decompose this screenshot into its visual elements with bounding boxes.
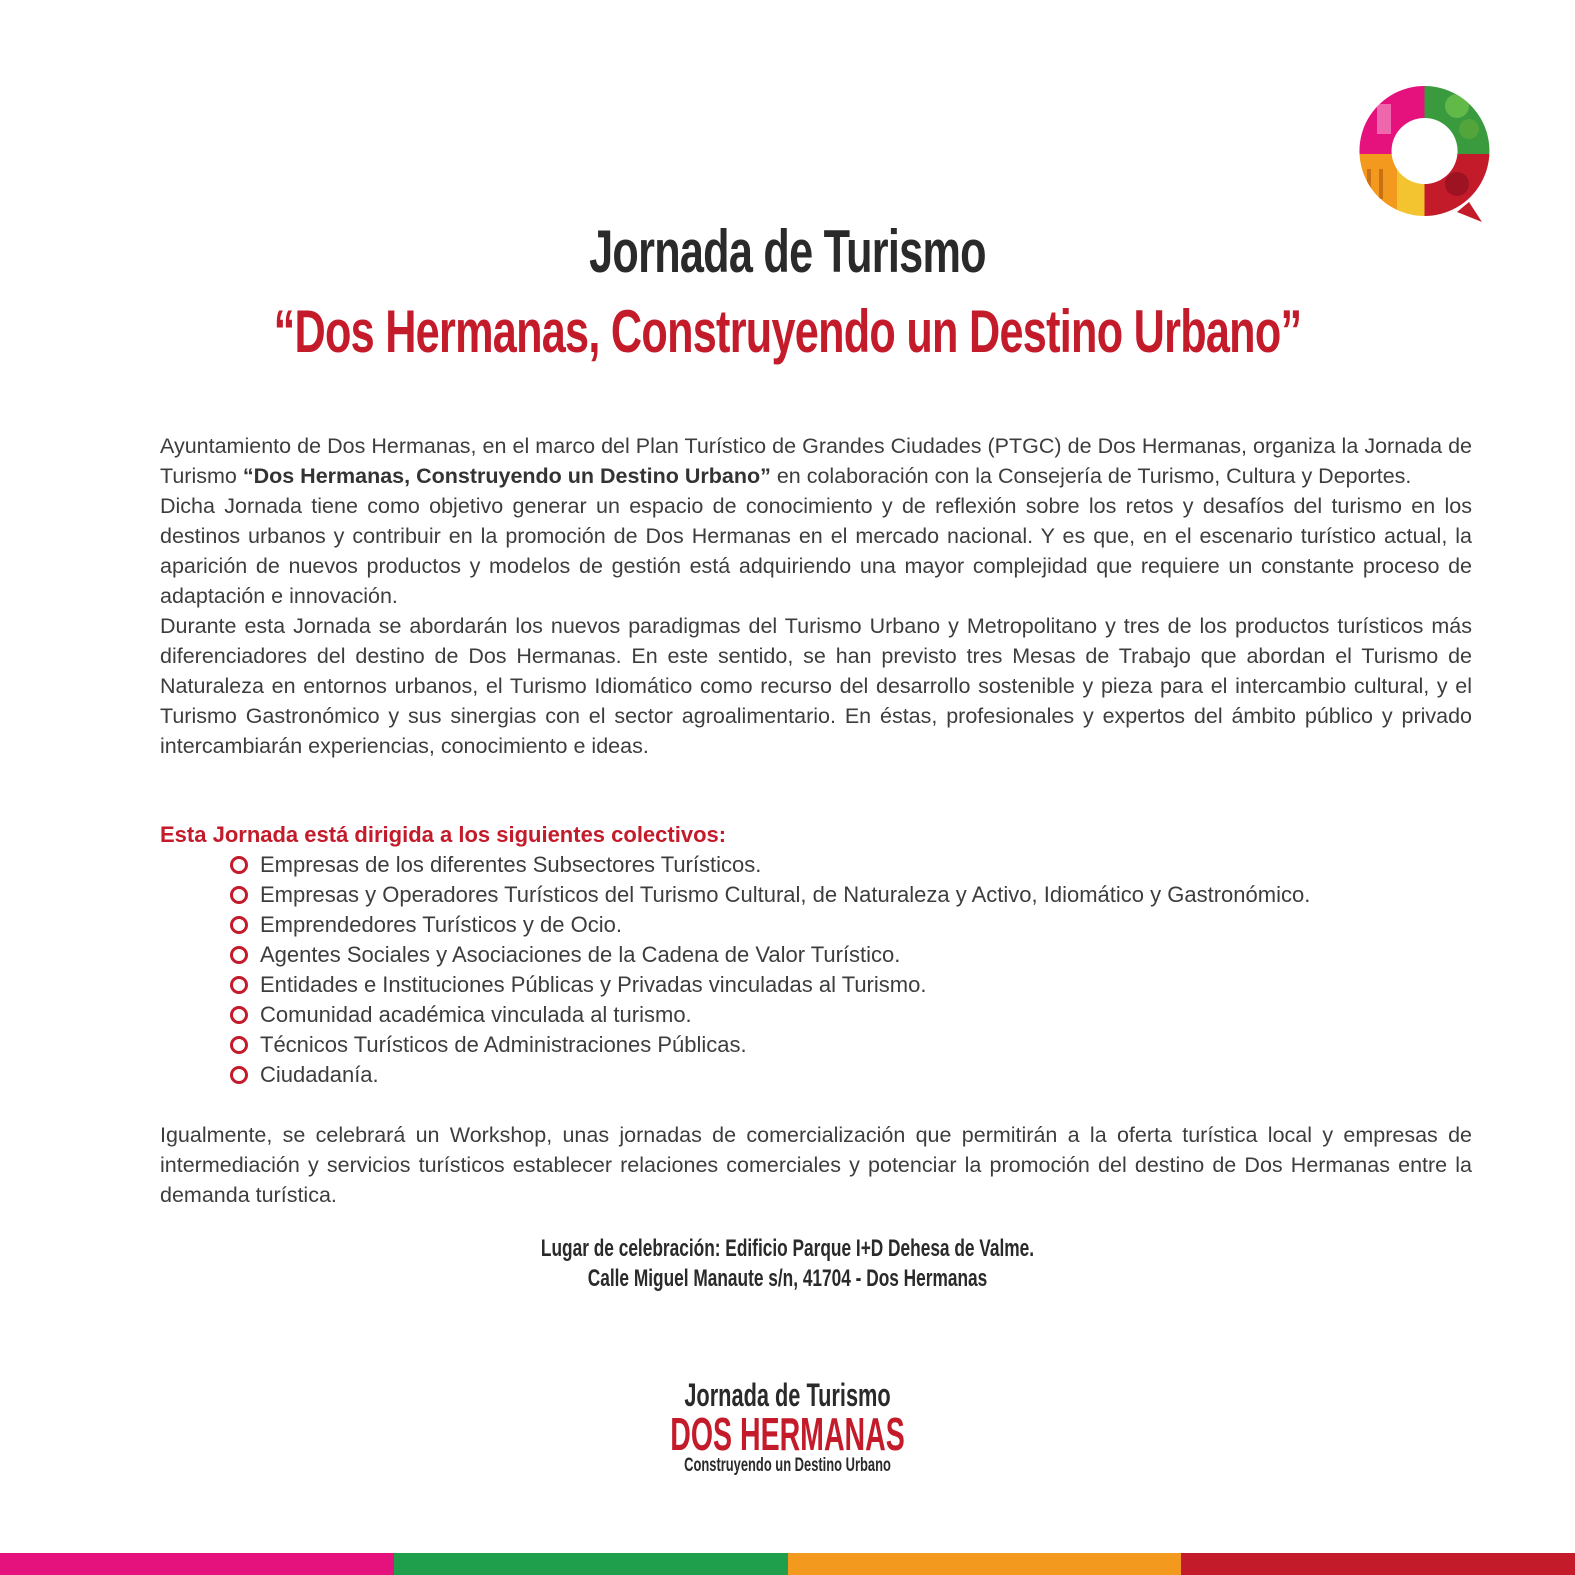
bullet-circle-icon [230,856,248,874]
bullet-circle-icon [230,916,248,934]
intro-paragraph-3: Durante esta Jornada se abordarán los nuevos paradigmas del Turismo Urbano y Metropolitano y tres de los productos turísticos más diferenciadores del destino de Dos Hermanas. En este sentido, se han previsto tres Mesas de Trabajo que abordan el Turismo de Naturaleza en entornos urbanos, el Turismo Idiomático como recurso del desarrollo sostenible y pieza para el intercambio cultural, y el Turismo Gastronómico y sus sinergias con el sector agroalimentario. En éstas, profesionales y expertos del ámbito público y privado intercambiarán experiencias, conocimiento e ideas. [160,614,1472,758]
intro-text [160,431,1472,761]
bullet-circle-icon [230,946,248,964]
title-block [0,212,1575,372]
color-bar [0,1553,1575,1575]
list-item [230,1060,1310,1090]
page-title: Jornada de Turismo [589,218,986,285]
venue-block [0,1234,1575,1294]
bullet-circle-icon [230,886,248,904]
workshop-paragraph: Igualmente, se celebrará un Workshop, unas jornadas de comercialización que permitirán a la oferta turística local y empresas de intermediación y servicios turísticos establecer relaciones comerciales y potenciar la promoción del destino de Dos Hermanas entre la demanda turística. [160,1123,1472,1207]
color-bar-green [394,1553,788,1575]
bullet-circle-icon [230,1066,248,1084]
color-bar-crimson [1181,1553,1575,1575]
venue-line-1: Lugar de celebración: Edificio Parque I+D Dehesa de Valme. [540,1235,1035,1262]
intro-p1-bold: “Dos Hermanas, Construyendo un Destino Urbano” [242,464,771,488]
audience-list [230,850,1310,1090]
workshop-text [160,1120,1472,1210]
list-item [230,880,1310,910]
bullet-circle-icon [230,1036,248,1054]
footer-logo [0,1378,1575,1476]
footer-logo-line-2: DOS HERMANAS [670,1408,905,1460]
list-item [230,970,1310,1000]
color-bar-magenta [0,1553,394,1575]
list-item [230,1030,1310,1060]
list-item-text: Agentes Sociales y Asociaciones de la Cadena de Valor Turístico. [260,942,901,967]
list-item-text: Técnicos Turísticos de Administraciones Públicas. [260,1032,747,1057]
color-bar-orange [788,1553,1182,1575]
audience-heading: Esta Jornada está dirigida a los siguientes colectivos: [160,822,727,847]
ring-logo-icon [1357,84,1492,224]
list-item [230,910,1310,940]
list-item-text: Empresas y Operadores Turísticos del Turismo Cultural, de Naturaleza y Activo, Idiomático y Gastronómico. [260,882,1311,907]
list-item [230,1000,1310,1030]
footer-logo-line-3: Construyendo un Destino Urbano [684,1455,891,1476]
list-item [230,940,1310,970]
intro-paragraph-1 [160,431,1472,491]
bullet-circle-icon [230,1006,248,1024]
list-item-text: Ciudadanía. [260,1062,379,1087]
list-item-text: Emprendedores Turísticos y de Ocio. [260,912,622,937]
bullet-circle-icon [230,976,248,994]
list-item-text: Entidades e Instituciones Públicas y Privadas vinculadas al Turismo. [260,972,927,997]
intro-p1-before: Ayuntamiento de Dos Hermanas, en el marco del Plan Turístico de Grandes Ciudades (PTGC) de Dos Hermanas, organiza la Jornada de Turismo [160,434,1472,488]
intro-paragraph-2: Dicha Jornada tiene como objetivo generar un espacio de conocimiento y de reflexión sobre los retos y desafíos del turismo en los destinos urbanos y contribuir en la promoción de Dos Hermanas en el mercado nacional. Y es que, en el escenario turístico actual, la aparición de nuevos productos y modelos de gestión está adquiriendo una mayor complejidad que requiere un constante proceso de adaptación e innovación. [160,494,1472,608]
footer-logo-line-1: Jornada de Turismo [684,1377,891,1413]
intro-p1-after: en colaboración con la Consejería de Turismo, Cultura y Deportes. [770,464,1412,488]
venue-line-2: Calle Miguel Manaute s/n, 41704 - Dos Hermanas [587,1265,988,1292]
list-item-text: Comunidad académica vinculada al turismo. [260,1002,692,1027]
list-item [230,850,1310,880]
list-item-text: Empresas de los diferentes Subsectores Turísticos. [260,852,762,877]
page-subtitle: “Dos Hermanas, Construyendo un Destino Urbano” [273,298,1302,365]
